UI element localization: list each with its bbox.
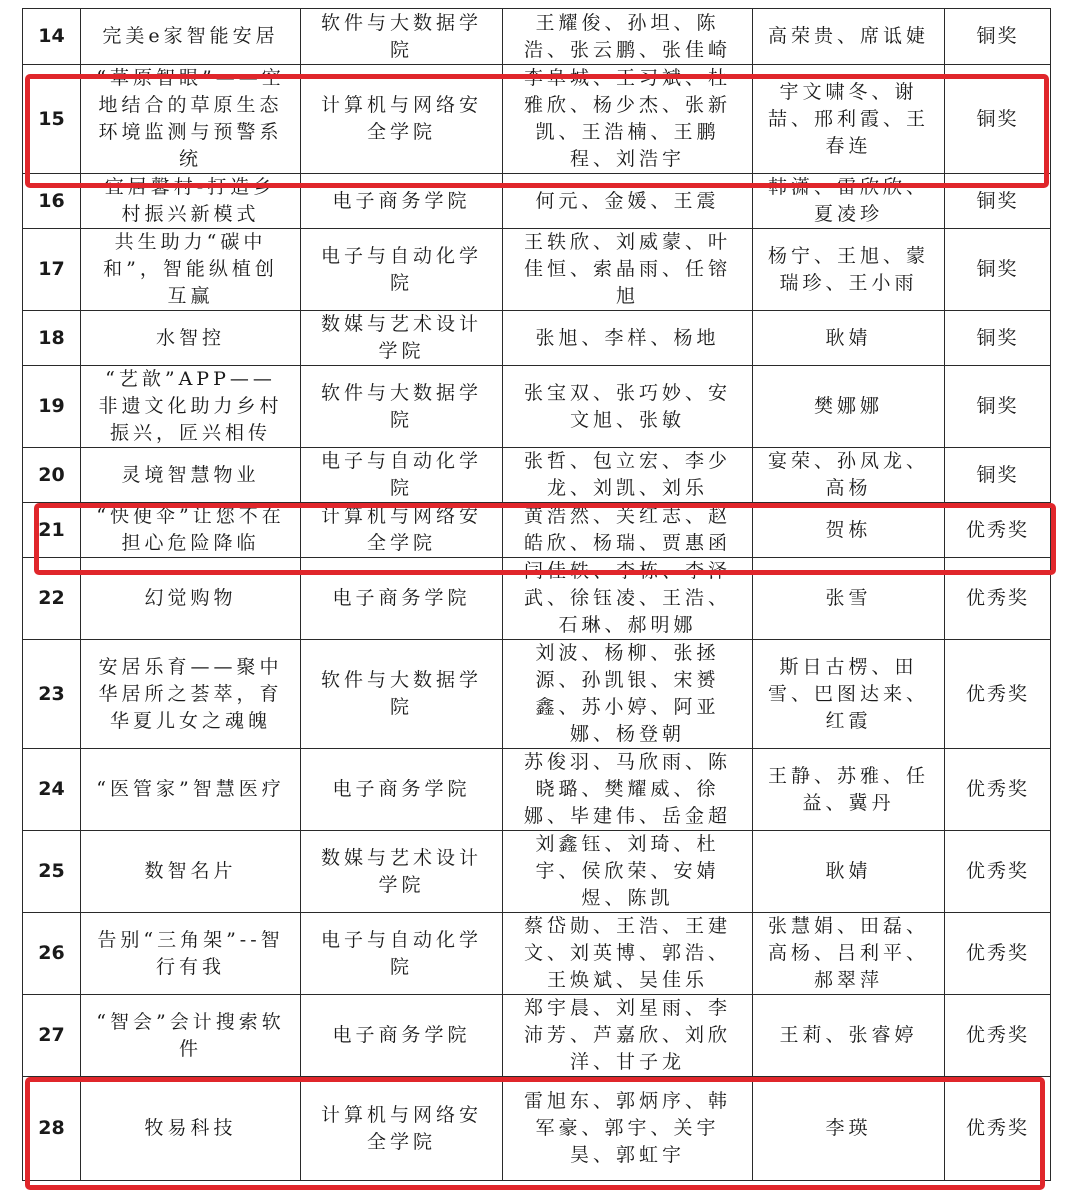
college-name: 数媒与艺术设计学院 — [301, 311, 503, 366]
row-number: 26 — [23, 913, 81, 995]
advisor-names: 耿婧 — [753, 311, 945, 366]
team-members: 李阜城、王习斌、杜雅欣、杨少杰、张新凯、王浩楠、王鹏程、刘浩宇 — [503, 65, 753, 174]
award-level: 优秀奖 — [945, 913, 1051, 995]
advisor-names: 高荣贵、席诋婕 — [753, 9, 945, 65]
college-name: 计算机与网络安全学院 — [301, 1077, 503, 1181]
project-name: 完美e家智能安居 — [81, 9, 301, 65]
project-name: 宜居馨村-打造乡村振兴新模式 — [81, 174, 301, 229]
table-row — [23, 366, 1051, 448]
project-name: “快便伞”让您不在担心危险降临 — [81, 503, 301, 558]
project-name: 共生助力“碳中和”，智能纵植创互赢 — [81, 229, 301, 311]
row-number: 25 — [23, 831, 81, 913]
team-members: 刘鑫钰、刘琦、杜宇、侯欣荣、安婧煜、陈凯 — [503, 831, 753, 913]
awards-table — [22, 8, 1051, 1181]
row-number: 27 — [23, 995, 81, 1077]
team-members: 王耀俊、孙坦、陈浩、张云鹏、张佳崎 — [503, 9, 753, 65]
row-number: 21 — [23, 503, 81, 558]
table-row — [23, 640, 1051, 749]
award-level: 铜奖 — [945, 174, 1051, 229]
table-row — [23, 229, 1051, 311]
table-row — [23, 311, 1051, 366]
table-row — [23, 503, 1051, 558]
college-name: 电子商务学院 — [301, 174, 503, 229]
table-row — [23, 65, 1051, 174]
college-name: 计算机与网络安全学院 — [301, 503, 503, 558]
award-level: 铜奖 — [945, 65, 1051, 174]
award-level: 优秀奖 — [945, 831, 1051, 913]
award-level: 铜奖 — [945, 448, 1051, 503]
row-number: 15 — [23, 65, 81, 174]
award-level: 优秀奖 — [945, 749, 1051, 831]
row-number: 20 — [23, 448, 81, 503]
college-name: 电子商务学院 — [301, 995, 503, 1077]
table-row — [23, 448, 1051, 503]
college-name: 电子与自动化学院 — [301, 229, 503, 311]
project-name: “草原智眼”——空地结合的草原生态环境监测与预警系统 — [81, 65, 301, 174]
project-name: 数智名片 — [81, 831, 301, 913]
team-members: 雷旭东、郭炳序、韩军豪、郭宇、关宇昊、郭虹宇 — [503, 1077, 753, 1181]
awards-table-body — [23, 9, 1051, 1181]
project-name: 告别“三角架”--智行有我 — [81, 913, 301, 995]
advisor-names: 张慧娟、田磊、高杨、吕利平、郝翠萍 — [753, 913, 945, 995]
college-name: 计算机与网络安全学院 — [301, 65, 503, 174]
college-name: 软件与大数据学院 — [301, 640, 503, 749]
advisor-names: 贺栋 — [753, 503, 945, 558]
advisor-names: 宇文啸冬、谢喆、邢利霞、王春连 — [753, 65, 945, 174]
table-row — [23, 831, 1051, 913]
advisor-names: 韩潇、雷欣欣、夏凌珍 — [753, 174, 945, 229]
advisor-names: 王静、苏雅、任益、冀丹 — [753, 749, 945, 831]
project-name: 安居乐育——聚中华居所之荟萃，育华夏儿女之魂魄 — [81, 640, 301, 749]
table-row — [23, 1077, 1051, 1181]
table-row — [23, 174, 1051, 229]
advisor-names: 杨宁、王旭、蒙瑞珍、王小雨 — [753, 229, 945, 311]
project-name: 幻觉购物 — [81, 558, 301, 640]
row-number: 18 — [23, 311, 81, 366]
row-number: 28 — [23, 1077, 81, 1181]
table-row — [23, 749, 1051, 831]
row-number: 23 — [23, 640, 81, 749]
project-name: “智会”会计搜索软件 — [81, 995, 301, 1077]
advisor-names: 宴荣、孙凤龙、高杨 — [753, 448, 945, 503]
award-level: 优秀奖 — [945, 503, 1051, 558]
college-name: 电子与自动化学院 — [301, 448, 503, 503]
advisor-names: 斯日古楞、田雪、巴图达来、红霞 — [753, 640, 945, 749]
row-number: 14 — [23, 9, 81, 65]
award-level: 铜奖 — [945, 229, 1051, 311]
project-name: “艺歆”APP——非遗文化助力乡村振兴，匠兴相传 — [81, 366, 301, 448]
advisor-names: 耿婧 — [753, 831, 945, 913]
college-name: 软件与大数据学院 — [301, 366, 503, 448]
award-level: 优秀奖 — [945, 1077, 1051, 1181]
table-row — [23, 9, 1051, 65]
row-number: 17 — [23, 229, 81, 311]
award-level: 铜奖 — [945, 9, 1051, 65]
college-name: 电子商务学院 — [301, 749, 503, 831]
college-name: 数媒与艺术设计学院 — [301, 831, 503, 913]
team-members: 何元、金媛、王震 — [503, 174, 753, 229]
team-members: 黄浩然、关红志、赵皓欣、杨瑞、贾惠函 — [503, 503, 753, 558]
team-members: 郑宇晨、刘星雨、李沛芳、芦嘉欣、刘欣洋、甘子龙 — [503, 995, 753, 1077]
team-members: 张宝双、张巧妙、安文旭、张敏 — [503, 366, 753, 448]
college-name: 电子与自动化学院 — [301, 913, 503, 995]
award-level: 优秀奖 — [945, 558, 1051, 640]
advisor-names: 李瑛 — [753, 1077, 945, 1181]
award-level: 优秀奖 — [945, 995, 1051, 1077]
college-name: 电子商务学院 — [301, 558, 503, 640]
table-row — [23, 995, 1051, 1077]
team-members: 张旭、李样、杨地 — [503, 311, 753, 366]
award-level: 铜奖 — [945, 311, 1051, 366]
advisor-names: 樊娜娜 — [753, 366, 945, 448]
table-row — [23, 558, 1051, 640]
team-members: 刘波、杨柳、张拯源、孙凯银、宋赟鑫、苏小婷、阿亚娜、杨登朝 — [503, 640, 753, 749]
row-number: 16 — [23, 174, 81, 229]
award-level: 优秀奖 — [945, 640, 1051, 749]
team-members: 王轶欣、刘威蒙、叶佳恒、索晶雨、任镕旭 — [503, 229, 753, 311]
award-level: 铜奖 — [945, 366, 1051, 448]
row-number: 22 — [23, 558, 81, 640]
row-number: 19 — [23, 366, 81, 448]
table-row — [23, 913, 1051, 995]
project-name: 灵境智慧物业 — [81, 448, 301, 503]
project-name: “医管家”智慧医疗 — [81, 749, 301, 831]
project-name: 牧易科技 — [81, 1077, 301, 1181]
advisor-names: 张雪 — [753, 558, 945, 640]
project-name: 水智控 — [81, 311, 301, 366]
advisor-names: 王莉、张睿婷 — [753, 995, 945, 1077]
college-name: 软件与大数据学院 — [301, 9, 503, 65]
team-members: 闫佳轶、李栋、李泽武、徐钰凌、王浩、石琳、郝明娜 — [503, 558, 753, 640]
team-members: 张哲、包立宏、李少龙、刘凯、刘乐 — [503, 448, 753, 503]
team-members: 蔡岱勋、王浩、王建文、刘英博、郭浩、王焕斌、吴佳乐 — [503, 913, 753, 995]
team-members: 苏俊羽、马欣雨、陈晓璐、樊耀威、徐娜、毕建伟、岳金超 — [503, 749, 753, 831]
row-number: 24 — [23, 749, 81, 831]
